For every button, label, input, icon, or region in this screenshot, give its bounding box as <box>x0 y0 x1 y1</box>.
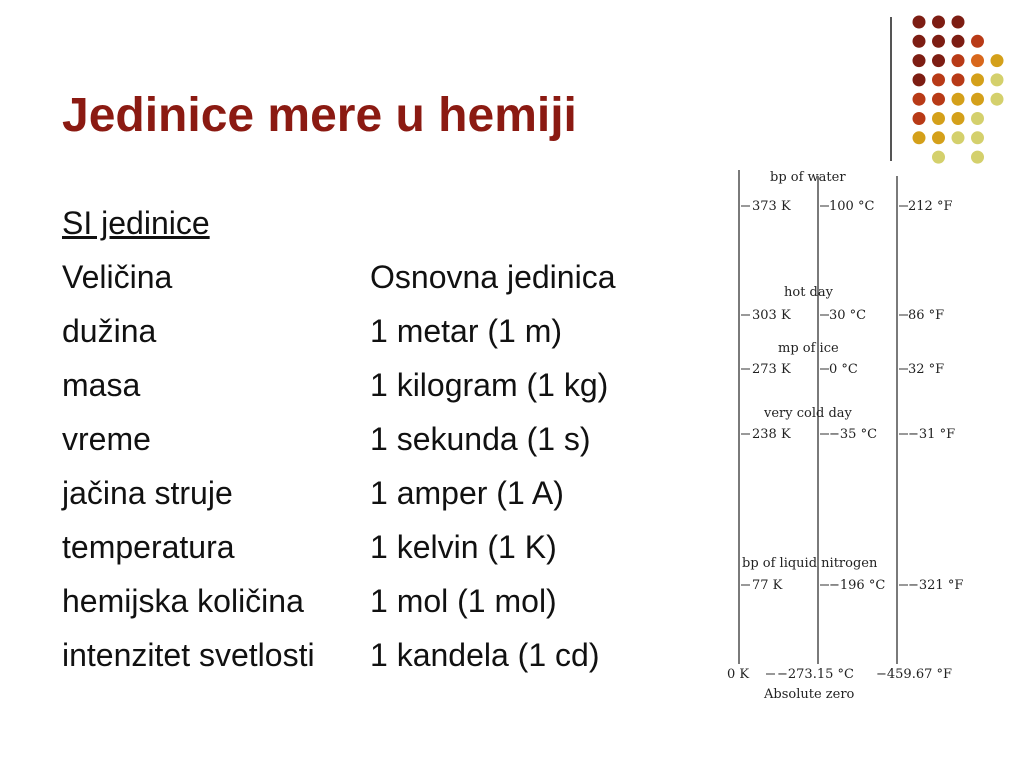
decorative-dot <box>913 73 926 86</box>
table-row <box>62 304 563 358</box>
decorative-dot <box>991 54 1004 67</box>
decorative-dot <box>952 131 965 144</box>
decorative-dot <box>991 93 1004 106</box>
quantity-cell: intenzitet svetlosti <box>62 637 315 673</box>
unit-cell: 1 mol (1 mol) <box>370 583 557 619</box>
quantity-cell: hemijska količina <box>62 583 304 619</box>
decorative-dot <box>971 54 984 67</box>
point-label: bp of liquid nitrogen <box>742 556 878 571</box>
decorative-dot <box>971 73 984 86</box>
quantity-cell: jačina struje <box>62 475 233 511</box>
decorative-dot <box>952 35 965 48</box>
fahrenheit-value: 86 °F <box>908 308 945 323</box>
celsius-value: 100 °C <box>829 199 875 214</box>
si-units-table <box>62 196 616 682</box>
decorative-dot-grid <box>0 0 1024 170</box>
decorative-dot <box>971 131 984 144</box>
unit-cell: 1 amper (1 A) <box>370 475 564 511</box>
table-row <box>62 466 564 520</box>
decorative-dot <box>971 151 984 164</box>
absolute-zero-label: Absolute zero <box>764 687 855 702</box>
decorative-dot <box>932 16 945 29</box>
point-label: bp of water <box>770 170 846 185</box>
zero-celsius-value: −273.15 °C <box>777 667 854 682</box>
decorative-dot <box>913 16 926 29</box>
decorative-dot <box>952 73 965 86</box>
decorative-dot <box>932 35 945 48</box>
decorative-dot <box>971 35 984 48</box>
decorative-dot <box>932 151 945 164</box>
unit-cell: 1 sekunda (1 s) <box>370 421 591 457</box>
header-base-unit: Osnovna jedinica <box>370 259 616 295</box>
unit-cell: 1 kilogram (1 kg) <box>370 367 609 403</box>
unit-cell: 1 kandela (1 cd) <box>370 637 600 673</box>
quantity-cell: temperatura <box>62 529 235 565</box>
kelvin-value: 238 K <box>752 427 791 442</box>
decorative-dot <box>971 112 984 125</box>
decorative-dot <box>952 54 965 67</box>
decorative-dot <box>932 73 945 86</box>
quantity-cell: vreme <box>62 421 151 457</box>
fahrenheit-value: 32 °F <box>908 362 945 377</box>
quantity-cell: masa <box>62 367 141 403</box>
decorative-dot <box>932 112 945 125</box>
decorative-dot <box>991 73 1004 86</box>
unit-cell: 1 metar (1 m) <box>370 313 563 349</box>
celsius-value: −35 °C <box>829 427 878 442</box>
celsius-value: 30 °C <box>829 308 867 323</box>
decorative-dot <box>952 16 965 29</box>
table-row <box>62 628 600 682</box>
decorative-dot <box>952 112 965 125</box>
table-heading: SI jedinice <box>62 205 210 241</box>
fahrenheit-value: −31 °F <box>908 427 956 442</box>
decorative-dot <box>971 93 984 106</box>
table-row <box>62 358 609 412</box>
point-label: hot day <box>784 285 833 300</box>
point-label: mp of ice <box>778 341 839 356</box>
decorative-dot <box>913 54 926 67</box>
table-header-row <box>62 250 616 304</box>
fahrenheit-value: −321 °F <box>908 578 964 593</box>
decorative-dot <box>932 93 945 106</box>
celsius-value: 0 °C <box>829 362 858 377</box>
temperature-scales-diagram <box>722 164 982 708</box>
decorative-dot <box>913 93 926 106</box>
table-row <box>62 574 557 628</box>
slide-title: Jedinice mere u hemiji <box>62 89 577 142</box>
kelvin-value: 273 K <box>752 362 791 377</box>
fahrenheit-value: 212 °F <box>908 199 953 214</box>
unit-cell: 1 kelvin (1 K) <box>370 529 557 565</box>
quantity-cell: dužina <box>62 313 157 349</box>
zero-fahrenheit-value: −459.67 °F <box>876 667 953 682</box>
kelvin-value: 373 K <box>752 199 791 214</box>
decorative-dot <box>913 112 926 125</box>
decorative-dot <box>952 93 965 106</box>
table-row <box>62 412 591 466</box>
decorative-dot <box>913 35 926 48</box>
table-row <box>62 520 557 574</box>
kelvin-value: 77 K <box>752 578 783 593</box>
decorative-dot <box>913 131 926 144</box>
decorative-dot <box>932 131 945 144</box>
decorative-dot <box>932 54 945 67</box>
kelvin-value: 303 K <box>752 308 791 323</box>
celsius-value: −196 °C <box>829 578 886 593</box>
zero-kelvin-value: 0 K <box>727 667 750 682</box>
header-quantity: Veličina <box>62 259 173 295</box>
point-label: very cold day <box>764 406 852 421</box>
